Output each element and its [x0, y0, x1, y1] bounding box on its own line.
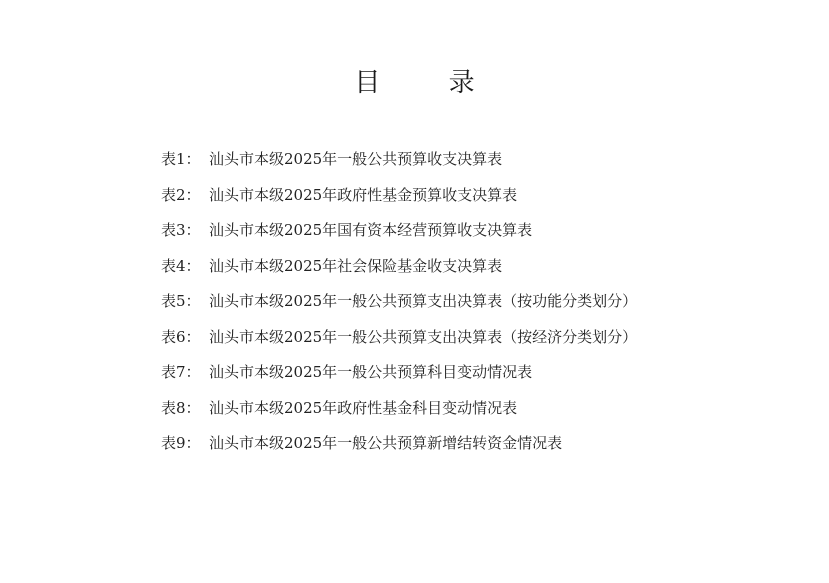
toc-entry-number: 表7： — [161, 363, 201, 382]
toc-entry — [161, 141, 781, 177]
toc-entry-number: 表3： — [161, 221, 201, 240]
toc-entry-number: 表1： — [161, 150, 201, 169]
toc-entry-title: 汕头市本级2025年国有资本经营预算收支决算表 — [209, 221, 533, 240]
toc-entry-title: 汕头市本级2025年政府性基金预算收支决算表 — [209, 185, 518, 204]
toc-entry — [161, 248, 781, 284]
toc-entry-title: 汕头市本级2025年一般公共预算科目变动情况表 — [209, 363, 533, 382]
toc-entry-number: 表9： — [161, 434, 201, 453]
toc-entry — [161, 425, 781, 461]
toc-entry-title: 汕头市本级2025年社会保险基金收支决算表 — [209, 256, 503, 275]
table-of-contents — [161, 141, 781, 461]
toc-entry-number: 表8： — [161, 398, 201, 417]
toc-entry-number: 表4： — [161, 256, 201, 275]
toc-entry-title: 汕头市本级2025年政府性基金科目变动情况表 — [209, 398, 518, 417]
toc-entry — [161, 354, 781, 390]
toc-entry-number: 表5： — [161, 292, 201, 311]
toc-entry — [161, 212, 781, 248]
toc-entry-number: 表2： — [161, 185, 201, 204]
toc-entry-title: 汕头市本级2025年一般公共预算新增结转资金情况表 — [209, 434, 563, 453]
toc-entry — [161, 177, 781, 213]
toc-entry-number: 表6： — [161, 327, 201, 346]
toc-entry — [161, 319, 781, 355]
toc-entry — [161, 390, 781, 426]
toc-entry-title: 汕头市本级2025年一般公共预算收支决算表 — [209, 150, 503, 169]
toc-entry — [161, 283, 781, 319]
toc-entry-title: 汕头市本级2025年一般公共预算支出决算表（按功能分类划分） — [209, 292, 638, 311]
toc-entry-title: 汕头市本级2025年一般公共预算支出决算表（按经济分类划分） — [209, 327, 638, 346]
page-title: 目 录 — [354, 68, 505, 98]
